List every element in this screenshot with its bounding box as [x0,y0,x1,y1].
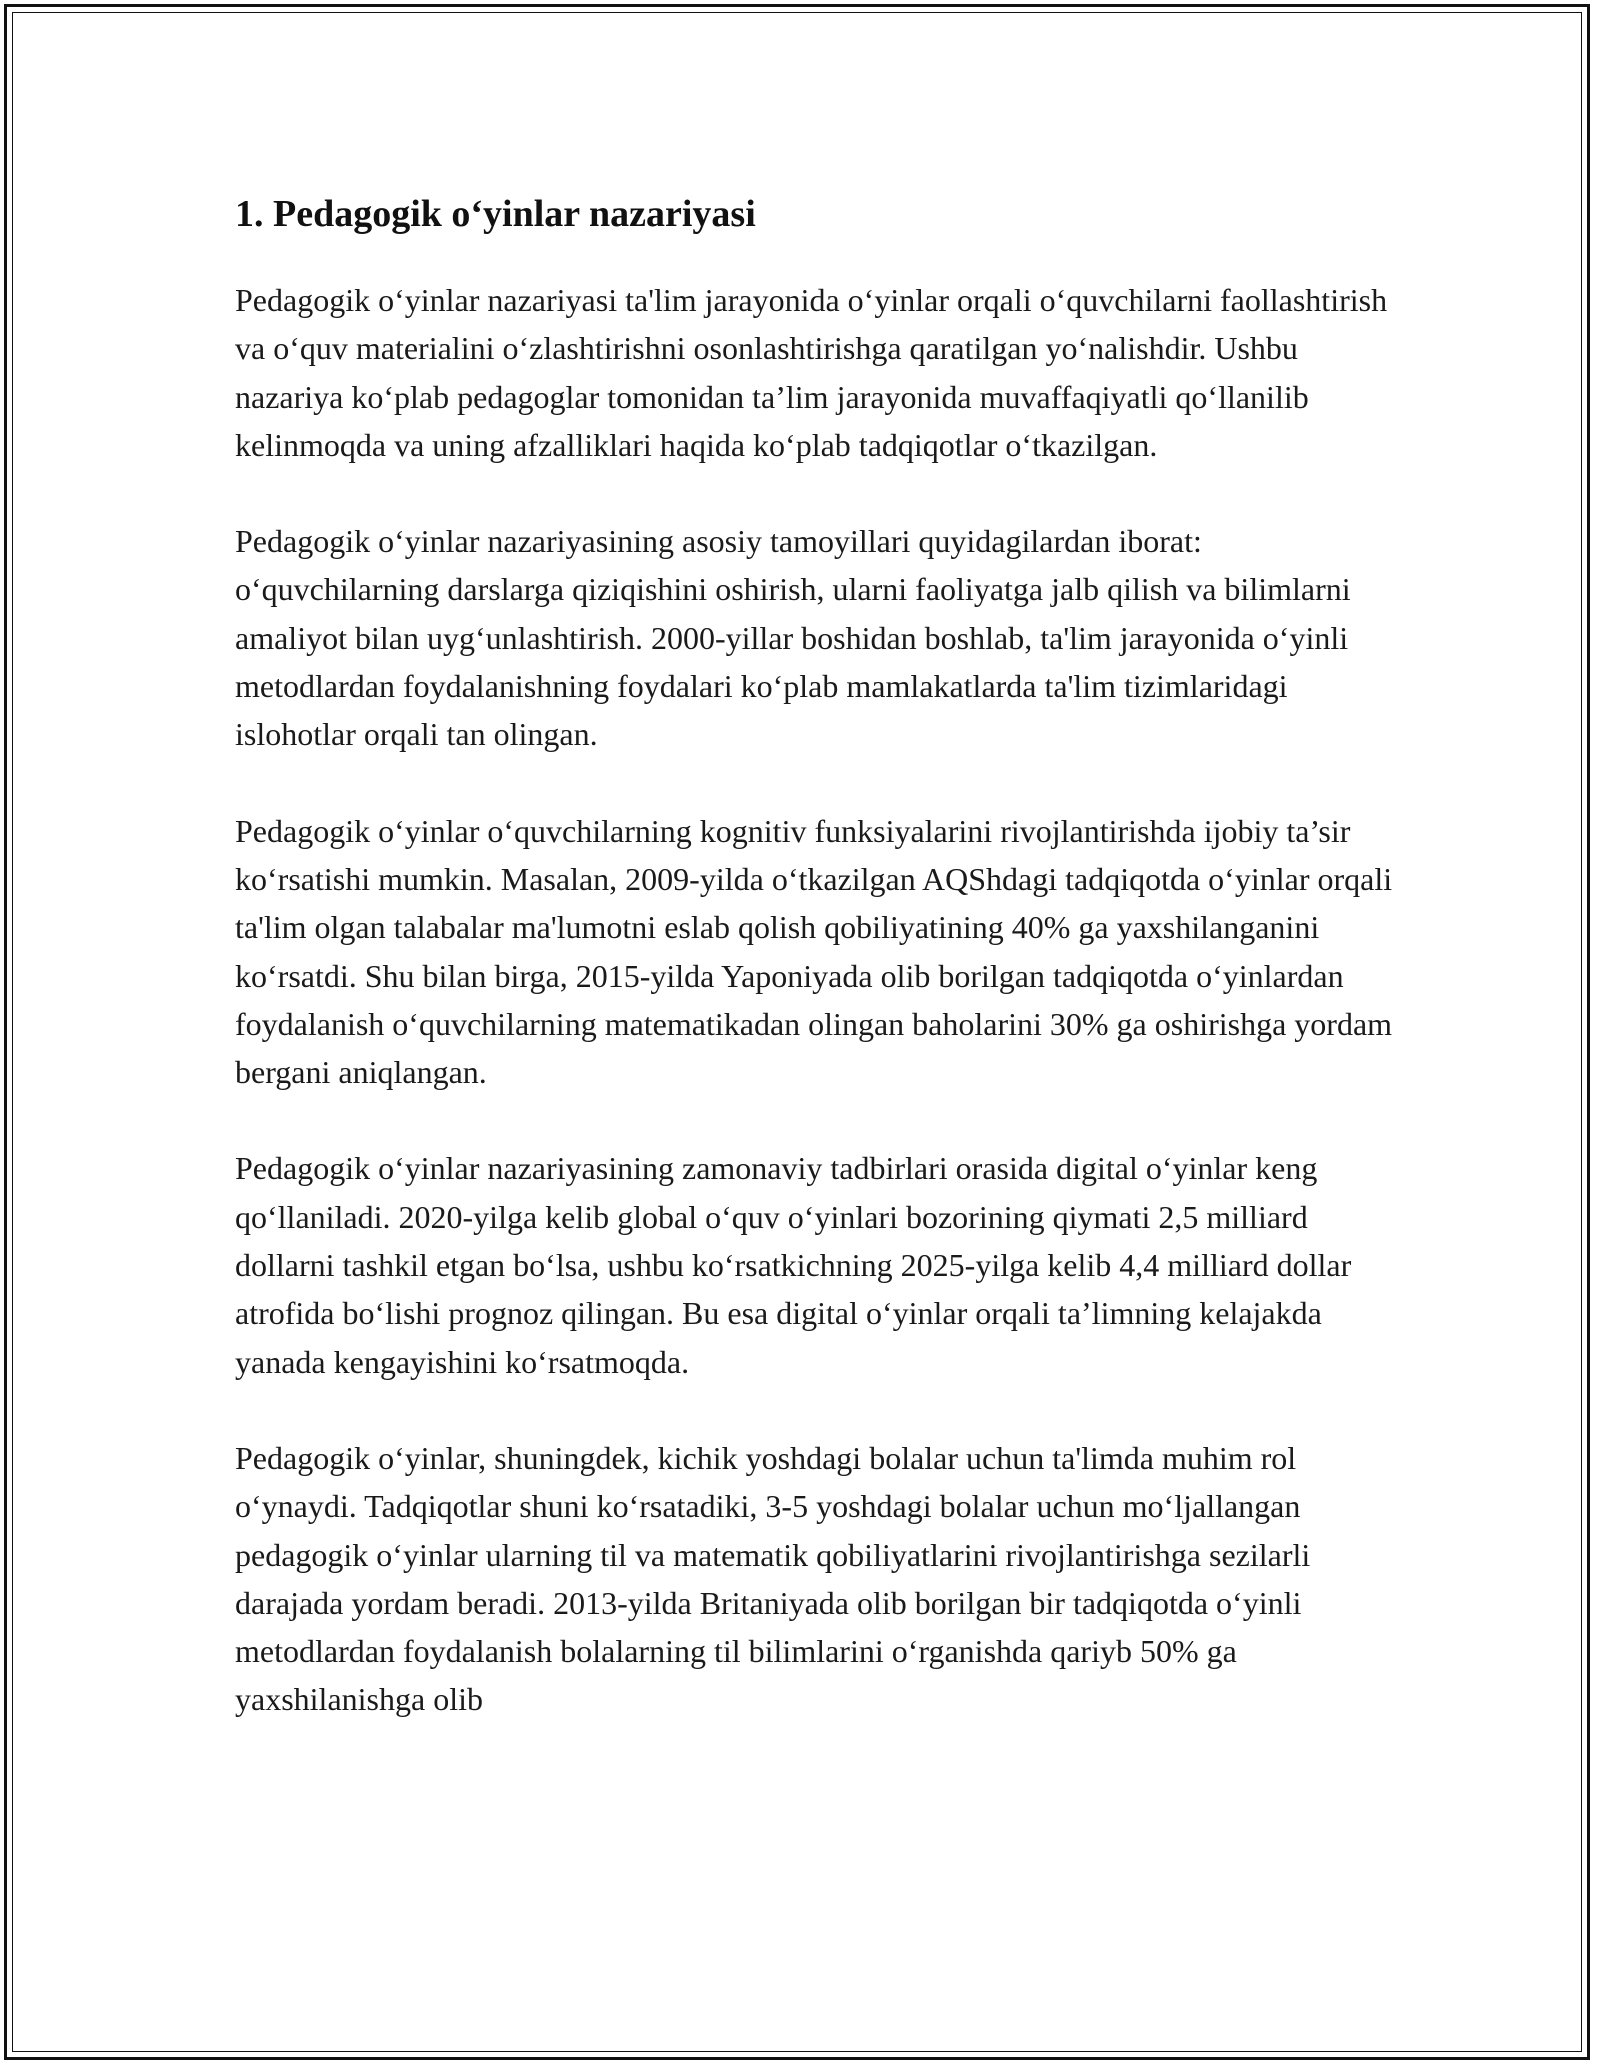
document-body [235,188,1395,1772]
section-heading: 1. Pedagogik o‘yinlar nazariyasi [235,193,756,235]
paragraph-5: Pedagogik o‘yinlar, shuningdek, kichik yoshdagi bolalar uchun ta'limda muhim rol o‘ynaydi. Tadqiqotlar shuni ko‘rsatadiki, 3-5 yoshdagi bolalar uchun mo‘ljallangan pedagogik o‘yinlar ularning til va matematik qobiliyatlarini rivojlantirishga sezilarli darajada yordam beradi. 2013-yilda Britaniyada olib borilgan bir tadqiqotda o‘yinli metodlardan foydalanish bolalarning til bilimlarini o‘rganishda qariyb 50% ga yaxshilanishga olib [235,1439,1311,1718]
paragraph-1: Pedagogik o‘yinlar nazariyasi ta'lim jarayonida o‘yinlar orqali o‘quvchilarni faollashtirish va o‘quv materialini o‘zlashtirishni osonlashtirishga qaratilgan yo‘nalishdir. Ushbu nazariya ko‘plab pedagoglar tomonidan ta’lim jarayonida muvaffaqiyatli qo‘llanilib kelinmoqda va uning afzalliklari haqida ko‘plab tadqiqotlar o‘tkazilgan. [235,282,1388,463]
paragraph-2: Pedagogik o‘yinlar nazariyasining asosiy tamoyillari quyidagilardan iborat: o‘quvchilarning darslarga qiziqishini oshirish, ularni faoliyatga jalb qilish va bilimlarni amaliyot bilan uyg‘unlashtirish. 2000-yillar boshidan boshlab, ta'lim jarayonida o‘yinli metodlardan foydalanishning foydalari ko‘plab mamlakatlarda ta'lim tizimlaridagi islohotlar orqali tan olingan. [235,523,1351,753]
paragraph-4: Pedagogik o‘yinlar nazariyasining zamonaviy tadbirlari orasida digital o‘yinlar keng qo‘llaniladi. 2020-yilga kelib global o‘quv o‘yinlari bozorining qiymati 2,5 milliard dollarni tashkil etgan bo‘lsa, ushbu ko‘rsatkichning 2025-yilga kelib 4,4 milliard dollar atrofida bo‘lishi prognoz qilingan. Bu esa digital o‘yinlar orqali ta’limning kelajakda yanada kengayishini ko‘rsatmoqda. [235,1150,1352,1380]
paragraph-3: Pedagogik o‘yinlar o‘quvchilarning kognitiv funksiyalarini rivojlantirishda ijobiy ta’sir ko‘rsatishi mumkin. Masalan, 2009-yilda o‘tkazilgan AQShdagi tadqiqotda o‘yinlar orqali ta'lim olgan talabalar ma'lumotni eslab qolish qobiliyatining 40% ga yaxshilanganini ko‘rsatdi. Shu bilan birga, 2015-yilda Yaponiyada olib borilgan tadqiqotda o‘yinlardan foydalanish o‘quvchilarning matematikadan olingan baholarini 30% ga oshirishga yordam bergani aniqlangan. [235,812,1393,1091]
